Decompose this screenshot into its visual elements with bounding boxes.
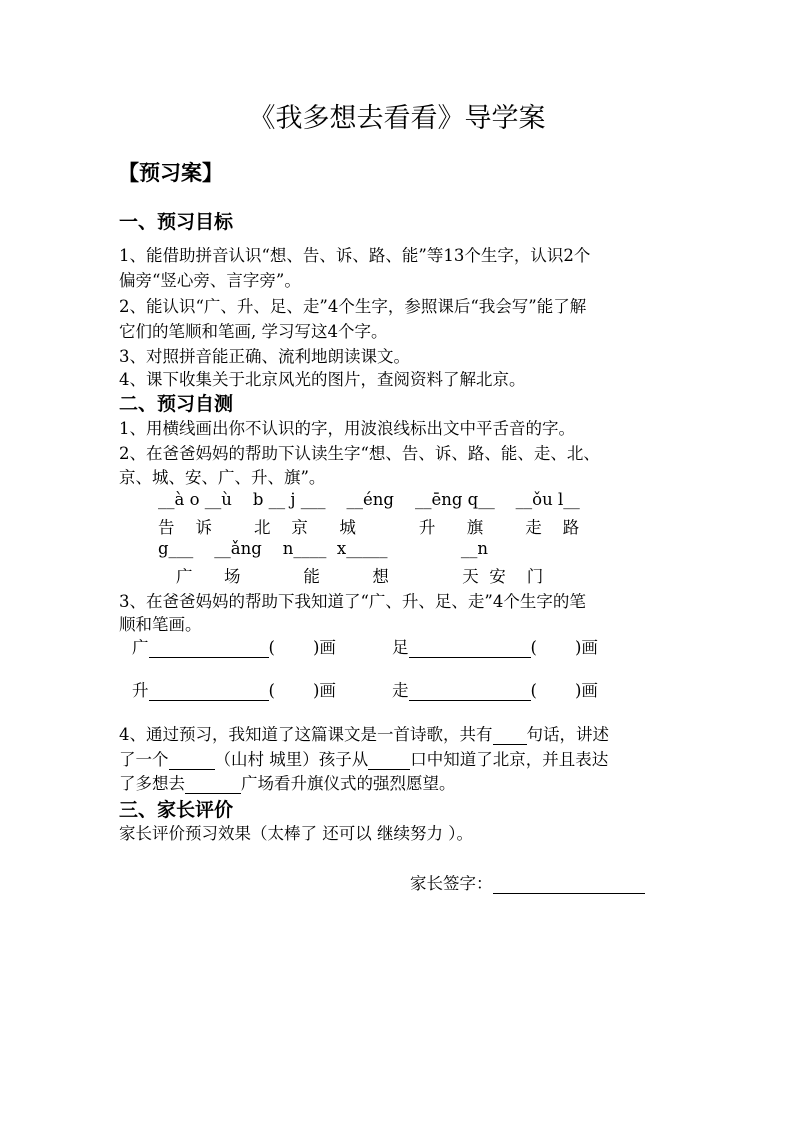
stroke-count-label: )画 <box>312 638 336 657</box>
char-sheng: 升 <box>132 681 149 700</box>
goal-line-3: 2、能认识“广、升、足、走”4个生字，参照课后“我会写”能了解 <box>119 297 587 316</box>
q4-line-2 <box>119 746 608 770</box>
goal-line-5: 3、对照拼音能正确、流利地朗读课文。 <box>119 347 410 366</box>
pinyin-row-1: __à o __ù b __ j ___ __éng __ēng q__ __ǒu l__ <box>158 490 580 509</box>
section-preview-heading: 【预习案】 <box>118 160 223 185</box>
test-line-2: 2、在爸爸妈妈的帮助下认读生字“想、告、诉、路、能、走、北、 <box>119 444 600 463</box>
signature-label: 家长签字： <box>410 874 493 893</box>
goal-line-1: 1、能借助拼音认识“想、告、诉、路、能”等13个生字，认识2个 <box>119 246 591 265</box>
q4-text-g: 广场看升旗仪式的强烈愿望。 <box>241 774 456 793</box>
q4-text-d: （山村 城里）孩子从 <box>214 750 369 769</box>
characters-row-2: 广 场 能 想 天 安 门 <box>176 567 544 586</box>
guang-stroke-order-blank[interactable] <box>149 639 269 658</box>
stroke-count-label: )画 <box>574 638 598 657</box>
open-paren: ( <box>268 638 275 657</box>
q4-line-3 <box>119 770 456 794</box>
test-line-5: 顺和笔画。 <box>119 615 202 634</box>
parent-signature <box>410 870 645 894</box>
speaker-blank[interactable] <box>368 751 410 770</box>
q4-text-e: 口中知道了北京，并且表达 <box>410 750 609 769</box>
characters-row-1: 告 诉 北 京 城 升 旗 走 路 <box>158 518 580 537</box>
q4-line-1 <box>119 721 609 745</box>
village-city-blank[interactable] <box>169 751 215 770</box>
stroke-row-zu <box>392 634 598 658</box>
section-1-heading: 一、预习目标 <box>119 211 234 233</box>
stroke-row-sheng <box>132 677 336 701</box>
q4-text-b: 句话，讲述 <box>526 725 609 744</box>
page-title: 《我多想去看看》导学案 <box>248 103 546 134</box>
parent-evaluation-line: 家长评价预习效果（太棒了 还可以 继续努力 ）。 <box>119 824 473 843</box>
test-line-1: 1、用横线画出你不认识的字，用波浪线标出文中平舌音的字。 <box>119 419 575 438</box>
stroke-row-guang <box>132 634 336 658</box>
char-zou: 走 <box>392 681 409 700</box>
test-line-4: 3、在爸爸妈妈的帮助下我知道了“广、升、足、走”4个生字的笔 <box>119 592 586 611</box>
open-paren: ( <box>268 681 275 700</box>
goal-line-4: 它们的笔顺和笔画, 学习写这4个字。 <box>119 322 388 341</box>
stroke-row-zou <box>392 677 598 701</box>
char-zu: 足 <box>392 638 409 657</box>
stroke-count-label: )画 <box>574 681 598 700</box>
goal-line-6: 4、课下收集关于北京风光的图片，查阅资料了解北京。 <box>119 370 526 389</box>
q4-text-a: 4、通过预习，我知道了这篇课文是一首诗歌，共有 <box>119 725 493 744</box>
section-3-heading: 三、家长评价 <box>119 799 234 821</box>
open-paren: ( <box>530 638 537 657</box>
open-paren: ( <box>530 681 537 700</box>
sheng-stroke-order-blank[interactable] <box>149 682 269 701</box>
q4-text-c: 了一个 <box>119 750 169 769</box>
stroke-count-label: )画 <box>312 681 336 700</box>
zou-stroke-order-blank[interactable] <box>409 682 531 701</box>
sentence-count-blank[interactable] <box>493 726 527 745</box>
goal-line-2: 偏旁“竖心旁、言字旁”。 <box>119 271 301 290</box>
zu-stroke-order-blank[interactable] <box>409 639 531 658</box>
section-2-heading: 二、预习自测 <box>119 393 234 415</box>
q4-text-f: 了多想去 <box>119 774 185 793</box>
char-guang: 广 <box>132 638 149 657</box>
square-name-blank[interactable] <box>185 775 241 794</box>
test-line-3: 京、城、安、广、升、旗”。 <box>119 468 326 487</box>
signature-blank[interactable] <box>493 875 645 894</box>
pinyin-row-2: g___ __ǎng n____ x_____ __n <box>158 539 489 558</box>
